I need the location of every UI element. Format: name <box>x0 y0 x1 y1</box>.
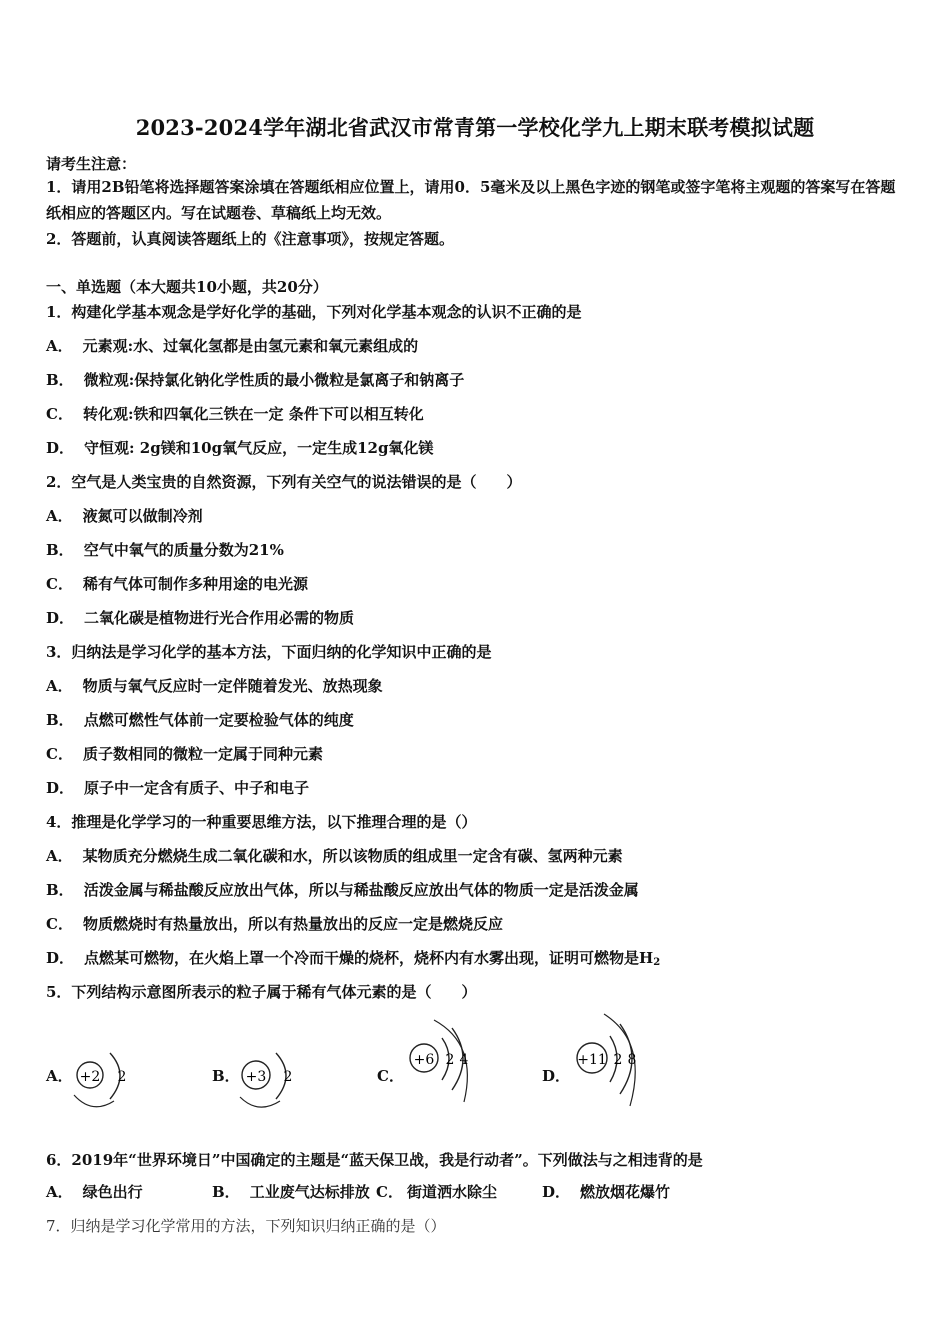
option-label: D． <box>542 1183 571 1201</box>
notice-item-1: 1．请用2B铅笔将选择题答案涂填在答题纸相应位置上，请用0．5毫米及以上黑色字迹的钢笔或签字笔将主观题的答案写在答题纸相应的答题区内。写在试题卷、草稿纸上均无效。 <box>46 178 896 222</box>
question-3-option-d <box>46 777 309 798</box>
subscript: 2 <box>653 957 661 968</box>
option-text: 点燃可燃性气体前一定要检验气体的纯度 <box>83 711 354 729</box>
option-label: B． <box>46 371 74 389</box>
option-label: C． <box>376 1183 403 1201</box>
option-text: 液氮可以做制冷剂 <box>82 507 203 525</box>
option-label: C． <box>46 575 73 593</box>
option-text: 转化观:铁和四氧化三铁在一定 条件下可以相互转化 <box>82 405 424 423</box>
option-label: A． <box>46 337 73 355</box>
question-4-option-d <box>46 947 660 968</box>
option-text: 稀有气体可制作多种用途的电光源 <box>82 575 308 593</box>
option-text: 守恒观: 2g镁和10g氧气反应，一定生成12g氧化镁 <box>84 439 434 457</box>
option-text: 物质燃烧时有热量放出，所以有热量放出的反应一定是燃烧反应 <box>82 915 503 933</box>
option-label: A． <box>46 1183 73 1201</box>
option-text: 街道洒水除尘 <box>406 1183 497 1201</box>
question-6-option-d <box>542 1181 670 1202</box>
question-1-option-a <box>46 335 418 356</box>
option-text: 物质与氧气反应时一定伴随着发光、放热现象 <box>82 677 383 695</box>
question-1-option-d <box>46 437 433 458</box>
option-label: A． <box>46 677 73 695</box>
atom-d-nucleus: +11 <box>577 1052 607 1068</box>
question-6-stem: 6．2019年“世界环境日”中国确定的主题是“蓝天保卫战，我是行动者”。下列做法与之相违背的是 <box>46 1151 703 1169</box>
atom-a-shell-1: 2 <box>117 1069 127 1085</box>
option-label: C． <box>46 915 73 933</box>
atom-b-label: B． <box>212 1067 240 1085</box>
question-6-option-a <box>46 1181 143 1202</box>
question-2-option-d <box>46 607 354 628</box>
atom-diagram-c <box>404 1016 484 1111</box>
option-label: D． <box>46 439 75 457</box>
option-text: 绿色出行 <box>82 1183 143 1201</box>
question-2-option-a <box>46 505 203 526</box>
section-heading: 一、单选题（本大题共10小题，共20分） <box>46 278 328 296</box>
atom-c-shell-2: 4 <box>459 1052 469 1068</box>
question-3-option-a <box>46 675 383 696</box>
question-4-option-c <box>46 913 503 934</box>
question-6-option-b <box>212 1181 370 1202</box>
question-4-stem: 4．推理是化学学习的一种重要思维方法，以下推理合理的是（） <box>46 813 477 831</box>
option-text: 原子中一定含有质子、中子和电子 <box>84 779 310 797</box>
option-label: B． <box>46 711 74 729</box>
atom-d-shell-2: 8 <box>627 1052 637 1068</box>
atom-d-shell-1: 2 <box>613 1052 623 1068</box>
notice-heading: 请考生注意： <box>46 155 137 173</box>
option-text: 某物质充分燃烧生成二氧化碳和水，所以该物质的组成里一定含有碳、氢两种元素 <box>82 847 623 865</box>
option-text: 质子数相同的微粒一定属于同种元素 <box>82 745 323 763</box>
question-1-option-b <box>46 369 464 390</box>
atom-d-label: D． <box>542 1067 571 1085</box>
option-text: 空气中氧气的质量分数为21% <box>83 541 284 559</box>
option-text: 二氧化碳是植物进行光合作用必需的物质 <box>84 609 355 627</box>
atom-b-shell-1: 2 <box>283 1069 293 1085</box>
question-7-stem: 7．归纳是学习化学常用的方法，下列知识归纳正确的是（） <box>46 1217 446 1235</box>
option-label: B． <box>46 541 74 559</box>
atom-a-label: A． <box>46 1067 73 1085</box>
option-text: 元素观:水、过氧化氢都是由氢元素和氧元素组成的 <box>82 337 419 355</box>
question-2-stem: 2．空气是人类宝贵的自然资源，下列有关空气的说法错误的是（ ） <box>46 473 522 491</box>
option-label: C． <box>46 745 73 763</box>
question-2-option-b <box>46 539 284 560</box>
question-6-option-c <box>376 1181 497 1202</box>
option-text: 燃放烟花爆竹 <box>580 1183 671 1201</box>
question-5-stem: 5．下列结构示意图所表示的粒子属于稀有气体元素的是（ ） <box>46 983 477 1001</box>
question-3-stem: 3．归纳法是学习化学的基本方法，下面归纳的化学知识中正确的是 <box>46 643 492 661</box>
question-3-option-c <box>46 743 323 764</box>
atom-c-nucleus: +6 <box>413 1052 435 1068</box>
option-label: C． <box>46 405 73 423</box>
atom-diagram-b <box>236 1045 306 1115</box>
question-4-option-b <box>46 879 639 900</box>
option-label: A． <box>46 847 73 865</box>
atom-c-shell-1: 2 <box>445 1052 455 1068</box>
question-1-option-c <box>46 403 424 424</box>
notice-item-2: 2．答题前，认真阅读答题纸上的《注意事项》，按规定答题。 <box>46 230 454 248</box>
atom-b-nucleus: +3 <box>245 1069 267 1085</box>
option-label: B． <box>212 1183 240 1201</box>
option-label: A． <box>46 507 73 525</box>
option-text: 点燃某可燃物，在火焰上罩一个冷而干燥的烧杯，烧杯内有水雾出现，证明可燃物是H <box>84 949 654 967</box>
option-text: 工业废气达标排放 <box>249 1183 370 1201</box>
question-2-option-c <box>46 573 308 594</box>
option-label: D． <box>46 609 75 627</box>
option-text: 活泼金属与稀盐酸反应放出气体，所以与稀盐酸反应放出气体的物质一定是活泼金属 <box>83 881 639 899</box>
atom-diagram-a <box>72 1045 142 1115</box>
atom-diagram-d <box>570 1010 650 1110</box>
option-label: D． <box>46 949 75 967</box>
question-3-option-b <box>46 709 354 730</box>
option-label: D． <box>46 779 75 797</box>
option-text: 微粒观:保持氯化钠化学性质的最小微粒是氯离子和钠离子 <box>83 371 465 389</box>
atom-a-nucleus: +2 <box>79 1069 101 1085</box>
exam-title: 2023-2024学年湖北省武汉市常青第一学校化学九上期末联考模拟试题 <box>135 115 815 140</box>
atom-c-label: C． <box>377 1067 404 1085</box>
question-4-option-a <box>46 845 623 866</box>
option-label: B． <box>46 881 74 899</box>
question-1-stem: 1．构建化学基本观念是学好化学的基础，下列对化学基本观念的认识不正确的是 <box>46 303 582 321</box>
